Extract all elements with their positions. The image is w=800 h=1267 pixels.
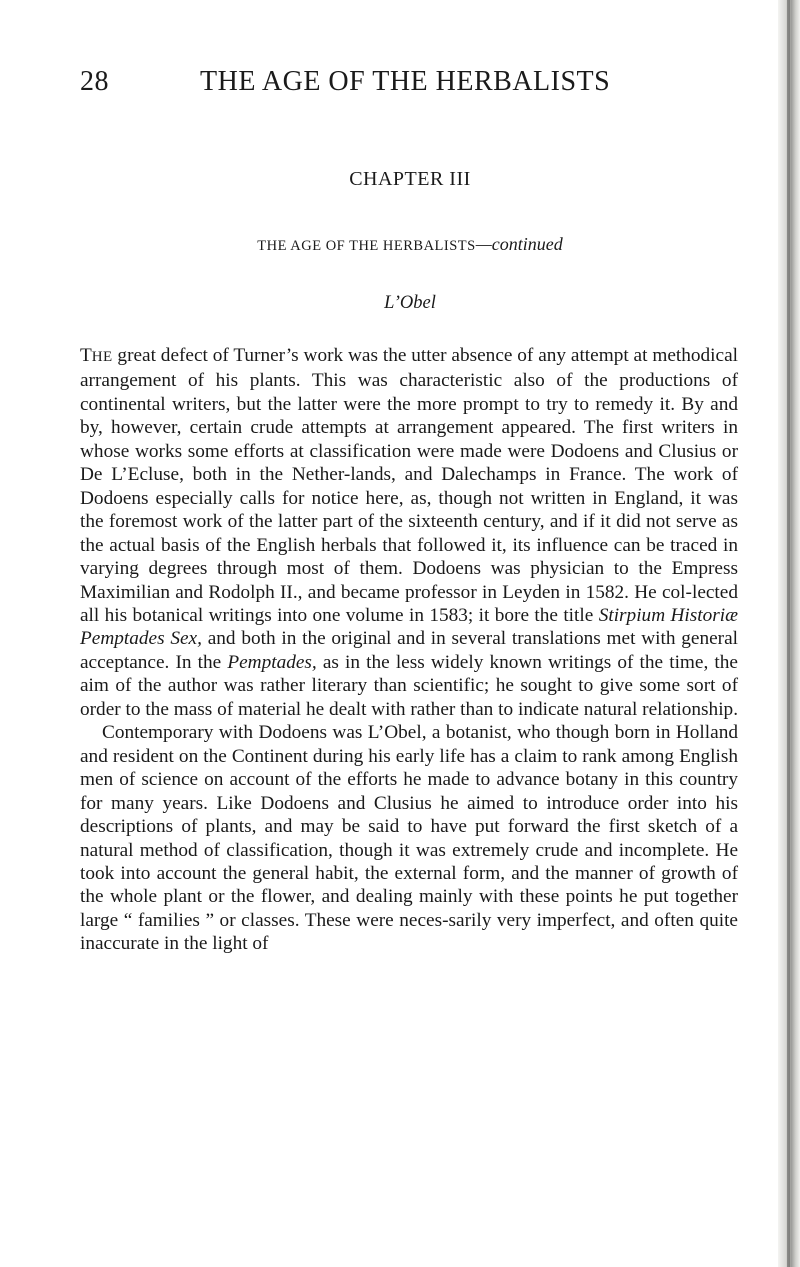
page-gutter-shadow bbox=[778, 0, 800, 1267]
running-title: THE AGE OF THE HERBALISTS bbox=[200, 66, 611, 97]
paragraph-1 bbox=[80, 344, 738, 721]
chapter-subtitle-caps: THE AGE OF THE HERBALISTS bbox=[257, 238, 476, 254]
paragraph-1-text-a: great defect of Turner’s work was the utter absence of any attempt at methodical arrangement of his plants. This was characteristic also of the productions of continental writers, but the latter were the more prompt to try to remedy it. By and by, however, certain crude attempts at arrangement appeared. The first writers in whose works some efforts at classification were made were Dodoens and Clusius or De L’Ecluse, both in the Nether-lands, and Dalechamps in France. The work of Dodoens especially calls for notice here, as, though not written in England, it was the foremost work of the latter part of the sixteenth century, and if it did not serve as the actual basis of the English herbals that followed it, its influence can be traced in varying degrees through most of them. Dodoens was physician to the Empress Maximilian and Rodolph II., and became professor in Leyden in 1582. He col-lected all his botanical writings into one volume in 1583; it bore the title bbox=[80, 345, 738, 626]
opening-word bbox=[80, 345, 113, 366]
chapter-subtitle bbox=[80, 234, 740, 255]
opening-small-caps: HE bbox=[91, 349, 113, 365]
book-title-pemptades: Pemptades, bbox=[227, 651, 317, 673]
body-text bbox=[80, 344, 738, 956]
opening-capital: T bbox=[80, 345, 92, 366]
gutter-line bbox=[787, 0, 790, 1267]
chapter-heading: CHAPTER III bbox=[349, 168, 471, 190]
chapter-subtitle-continued: —continued bbox=[475, 234, 563, 254]
section-title: L’Obel bbox=[384, 293, 436, 313]
paragraph-1-text-c: as in the less widely known writings of the time, the aim of the author was rather literary than scientific; he sought to give some sort of order to the mass of material he dealt with rather than to indicate natural relationship. bbox=[80, 651, 739, 720]
paragraph-2: Contemporary with Dodoens was L’Obel, a botanist, who though born in Holland and resident on the Continent during his early life has a claim to rank among English men of science on account of the efforts he made to advance botany in this country for many years. Like Dodoens and Clusius he aimed to introduce order into his descriptions of plants, and may be said to have put forward the first sketch of a natural method of classification, though it was extremely crude and incomplete. He took into account the general habit, the external form, and the manner of growth of the whole plant or the flower, and dealing mainly with these points he put together large “ families ” or classes. These were neces-sarily very imperfect, and often quite inaccurate in the light of bbox=[80, 722, 738, 955]
book-title-stirpium: Stirpium Historiæ Pemptades Sex, bbox=[80, 604, 739, 650]
running-head bbox=[80, 66, 730, 116]
page-number: 28 bbox=[80, 66, 109, 97]
paragraph-1-text-b: and both in the original and in several translations met with general acceptance. In the bbox=[80, 628, 738, 673]
